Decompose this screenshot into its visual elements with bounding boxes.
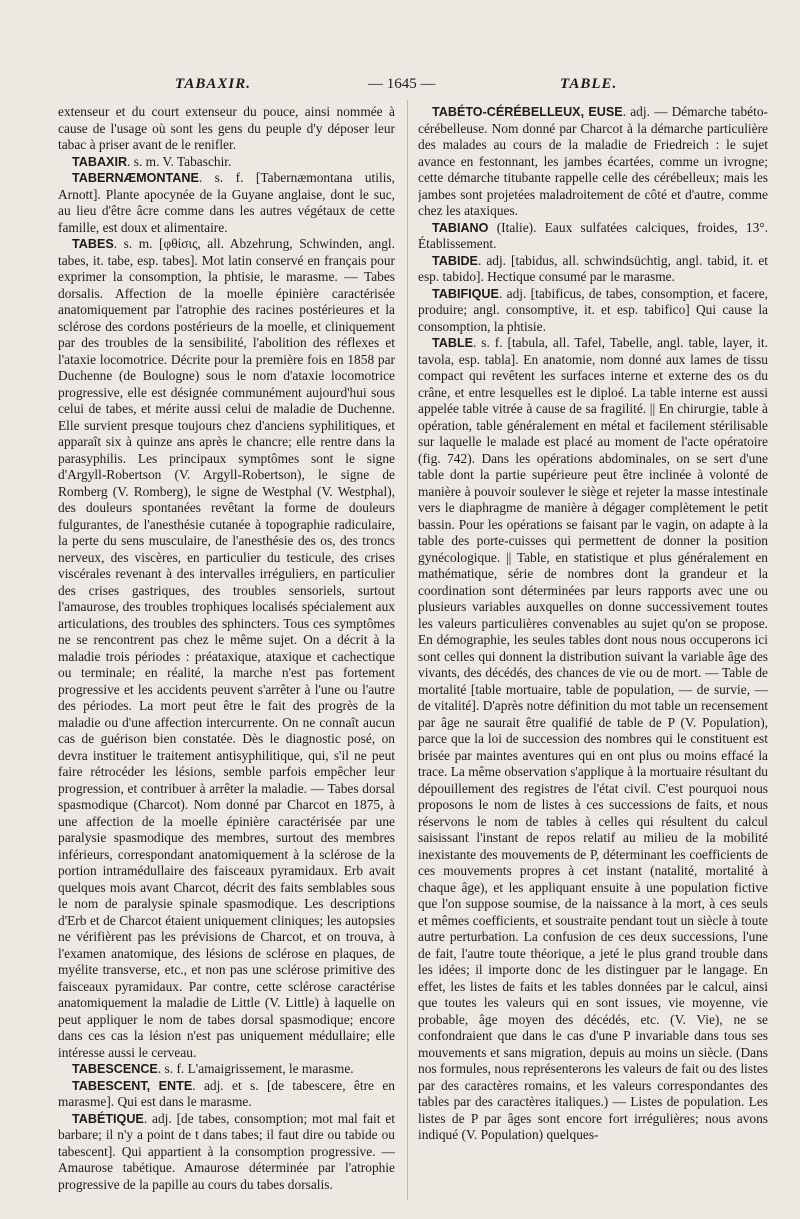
entry-text: . adj. [de tabes, consomption; mot mal fait et barbare; il n'y a point de t dans tabes; il faut dire ou tabide ou tabescent]. Qui appartient à la consomption progressive. — Amaurose tabétique. Amaurose déterminée par l'atrophie progressive de la papille au cours du tabes dorsalis.: [58, 1110, 395, 1192]
running-head-right: TABLE.: [560, 76, 618, 92]
entry-headword: TABIFIQUE: [432, 286, 499, 301]
entry-text: . adj. — Démarche tabéto-cérébelleuse. Nom donné par Charcot à la démarche particulière des malades au cours de la maladie de Friedreich : le sujet avance en festonnant, les jambes écartées, comme un ivrogne; cette démarche titubante rappelle celle des cérébelleux; mais les jambes sont projetées maladroitement de côté et d'autre, comme chez les ataxiques.: [418, 104, 768, 218]
entry-headword: TABAXIR: [72, 154, 128, 169]
entry-headword: TABESCENCE: [72, 1062, 158, 1076]
left-column: [58, 104, 395, 1204]
entry-headword: TABIDE: [432, 253, 478, 268]
entry-text: extenseur et du court extenseur du pouce, ainsi nommée à cause de l'usage où sont les gens du peuple d'y déposer leur tabac à priser avant de le renifler.: [58, 104, 395, 152]
entry-headword: TABIANO: [432, 220, 489, 235]
entry-headword: TABES: [72, 237, 114, 251]
entry-headword: TABÉTO-CÉRÉBELLEUX, EUSE: [432, 105, 623, 119]
entry-headword: TABÉTIQUE: [72, 1111, 144, 1126]
entry-text: . adj. et s. [de tabescere, être en marasme]. Qui est dans le marasme.: [58, 1077, 395, 1109]
entry-text: . adj. [tabificus, de tabes, consomption, et facere, produire; angl. consomptive, it. et esp. tabifico] Qui cause la consomption, la phtisie.: [418, 285, 768, 334]
entry: [58, 1061, 395, 1078]
entry-text: (Italie). Eaux sulfatées calciques, froides, 13°. Établissement.: [418, 219, 768, 251]
entry: [418, 335, 768, 1144]
entry: [58, 154, 395, 171]
entry-text: . s. m. V. Tabaschir.: [127, 153, 232, 169]
running-head: [0, 76, 800, 96]
entry: [58, 170, 395, 236]
running-head-left: TABAXIR.: [175, 76, 251, 92]
entry: [58, 104, 395, 154]
entry-text: . s. m. [φθίσις, all. Abzehrung, Schwinden, angl. tabes, it. tabe, esp. tabes]. Mot latin conservé en français pour exprimer la consomption, la phtisie, le marasme. — Tabes dorsalis. Affection de la moelle épinière caractérisée anatomiquement par l'atrophie des racines postérieures et la sclérose des cordons postérieurs de la moelle, et cliniquement par des troubles de la sensibilité, l'abolition des réflexes et l'ataxie locomotrice. Décrite pour la première fois en 1858 par Duchenne (de Boulogne) sous le nom d'ataxie locomotrice progressive, elle est désignée communément aujourd'hui sous celui de tabes, et mérite aussi celui de maladie de Duchenne. Elle survient presque toujours chez d'anciens syphilitiques, et apparaît six à quinze ans après le chancre; elle rentre dans la parasyphilis. Les principaux symptômes sont le signe d'Argyll-Robertson (V. Argyll-Robertson), le signe de Romberg (V. Romberg), le signe de Westphal (V. Westphal), des douleurs spontanées revêtant la forme de douleurs fulgurantes, de l'anesthésie cutanée à topographie radiculaire, la perte du sens musculaire, de l'anesthésie des os, des troncs nerveux, des viscères, en particulier du testicule, des crises viscérales revenant à des intervalles irréguliers, en particulier des crises gastriques, des troubles sensoriels, surtout l'amaurose, des troubles trophiques localisés spécialement aux articulations, des troubles des sphincters. Tous ces symptômes ne se rencontrent pas chez le même sujet. On a décrit à la maladie trois périodes : préataxique, ataxique et cachectique ou terminale; en réalité, la marche n'est pas fortement progressive et les accidents peuvent s'arrêter à l'une ou l'autre des périodes. La mort peut être le fait des progrès de la maladie ou d'une affection intercurrente. On ne connaît aucun cas de guérison bien constatée. Dès le diagnostic posé, on devra instituer le traitement antisyphilitique, qui, s'il ne peut faire rétrocéder les lésions, semble parfois empêcher leur progression, et contribuer à arrêter la maladie. — Tabes dorsal spasmodique (Charcot). Nom donné par Charcot en 1875, à une affection de la moelle épinière caractérisée par une paralysie spasmodique des membres, surtout des membres inférieurs, correspondant anatomiquement à la sclérose de la portion intramédullaire des faisceaux pyramidaux. Erb avait quelques mois avant Charcot, décrit des faits semblables sous le nom de paralysie spinale spasmodique. Les descriptions d'Erb et de Charcot étaient uniquement cliniques; les autopsies ne vérifièrent pas les prévisions de Charcot, et on trouva, à l'examen anatomique, des lésions de sclérose en plaques, de myélite transverse, etc., et non pas une sclérose primitive des faisceaux pyramidaux. Par contre, cette sclérose caractérise anatomiquement la maladie de Little (V. Little) à laquelle on peut appliquer le nom de tabes dorsal spasmodique; encore dans ces cas la lésion n'est pas uniquement médullaire; elle intéresse aussi le cerveau.: [58, 236, 395, 1060]
entry-headword: TABERNÆMONTANE: [72, 171, 199, 185]
entry: [58, 236, 395, 1061]
entry-headword: TABLE: [432, 336, 474, 350]
entry-headword: TABESCENT, ENTE: [72, 1078, 193, 1093]
entry-text: . s. f. [Tabernæmontana utilis, Arnott]. Plante apocynée de la Guyane anglaise, dont le suc, au lieu d'être âcre comme dans les autres végétaux de cette famille, est doux et alimentaire.: [58, 170, 395, 235]
entry-text: . adj. [tabidus, all. schwindsüchtig, angl. tabid, it. et esp. tabido]. Hectique consumé par le marasme.: [418, 252, 768, 284]
entry: [58, 1078, 395, 1111]
entry: [58, 1111, 395, 1194]
entry-text: . s. f. L'amaigrissement, le marasme.: [157, 1061, 354, 1076]
right-column: [418, 104, 768, 1204]
entry: [418, 104, 768, 220]
entry: [418, 253, 768, 286]
page-number: — 1645 —: [368, 76, 436, 92]
column-divider: [407, 100, 408, 1200]
entry-text: . s. f. [tabula, all. Tafel, Tabelle, angl. table, layer, it. tavola, esp. tabla]. En anatomie, nom donné aux lames de tissu compact qui revêtent les surfaces interne et externe des os du crâne, et entre lesquelles est le diploé. La table interne est aussi appelée table vitrée à cause de sa fragilité. || En chirurgie, table à opération, table généralement en métal et facilement stérilisable sur laquelle le malade est placé au moment de l'acte opératoire (fig. 742). Dans les opérations abdominales, on se sert d'une table dont la partie supérieure peut être inclinée à volonté de manière à pouvoir soulever le siège et rejeter la masse intestinale vers le diaphragme de manière à dégager complètement le petit bassin. Pour les opérations se faisant par le vagin, on adapte à la table des porte-cuisses qui permettent de donner la position gynécologique. || Table, en statistique et plus généralement en mathématique, série de nombres dont la grandeur et la coordination sont déterminées par leurs rapports avec une ou plusieurs variables auxquelles on donne successivement toutes les valeurs particulières convenables au sujet qu'on se propose. En démographie, les seules tables dont nous nous occuperons ici sont celles qui donnent la distribution suivant la variable âge des vivants, des décédés, des chances de vie ou de mort. — Table de mortalité [table mortuaire, table de population, — de survie, — de vitalité]. D'après notre définition du mot table un recensement par âge ne saurait être qualifié de table de P (V. Population), parce que la loi de succession des nombres qui le constituent est brisée par maintes aventures qui en ont plus ou moins effacé la trace. La même observation s'applique à la mortuaire résultant du dépouillement des registres de l'état civil. C'est pourquoi nous proposons le nom de listes à ces successions de faits, et nous réservons le nom de tables à celles qui résultent du calcul saisissant l'instant de repos relatif au milieu de la mobilité inexistante des mouvements de P, déterminant les coefficients de ces mouvements propres à cet instant (natalité, mortalité à chaque âge), et les appliquant ensuite à une population fictive que l'on suppose soumise, de la naissance à la mort, à ces seuls et mêmes coefficients, et soustraite pendant tout un siècle à toute autre perturbation. La confusion de ces deux successions, l'une de fait, l'autre toute théorique, a jeté le plus grand trouble dans les idées; il importe donc de les distinguer par le langage. En effet, les listes de faits et les tables données par le calcul, ainsi que toutes les valeurs qui en sont issues, vie moyenne, vie probable, âge moyen des décédés, etc. (V. Vie), ne se confondraient que dans le cas d'une P invariable dans tous ses mouvements et sans migration, depuis au moins un siècle. (Dans nos formules, nous représenterons les valeurs de fait ou des listes par des caractères romains, et les valeurs correspondantes des tables par des caractères italiques.) — Listes de population. Les listes de P par âges sont encore fort irrégulières; nous avons indiqué (V. Population) quelques-: [418, 335, 768, 1142]
entry: [418, 286, 768, 336]
entry: [418, 220, 768, 253]
